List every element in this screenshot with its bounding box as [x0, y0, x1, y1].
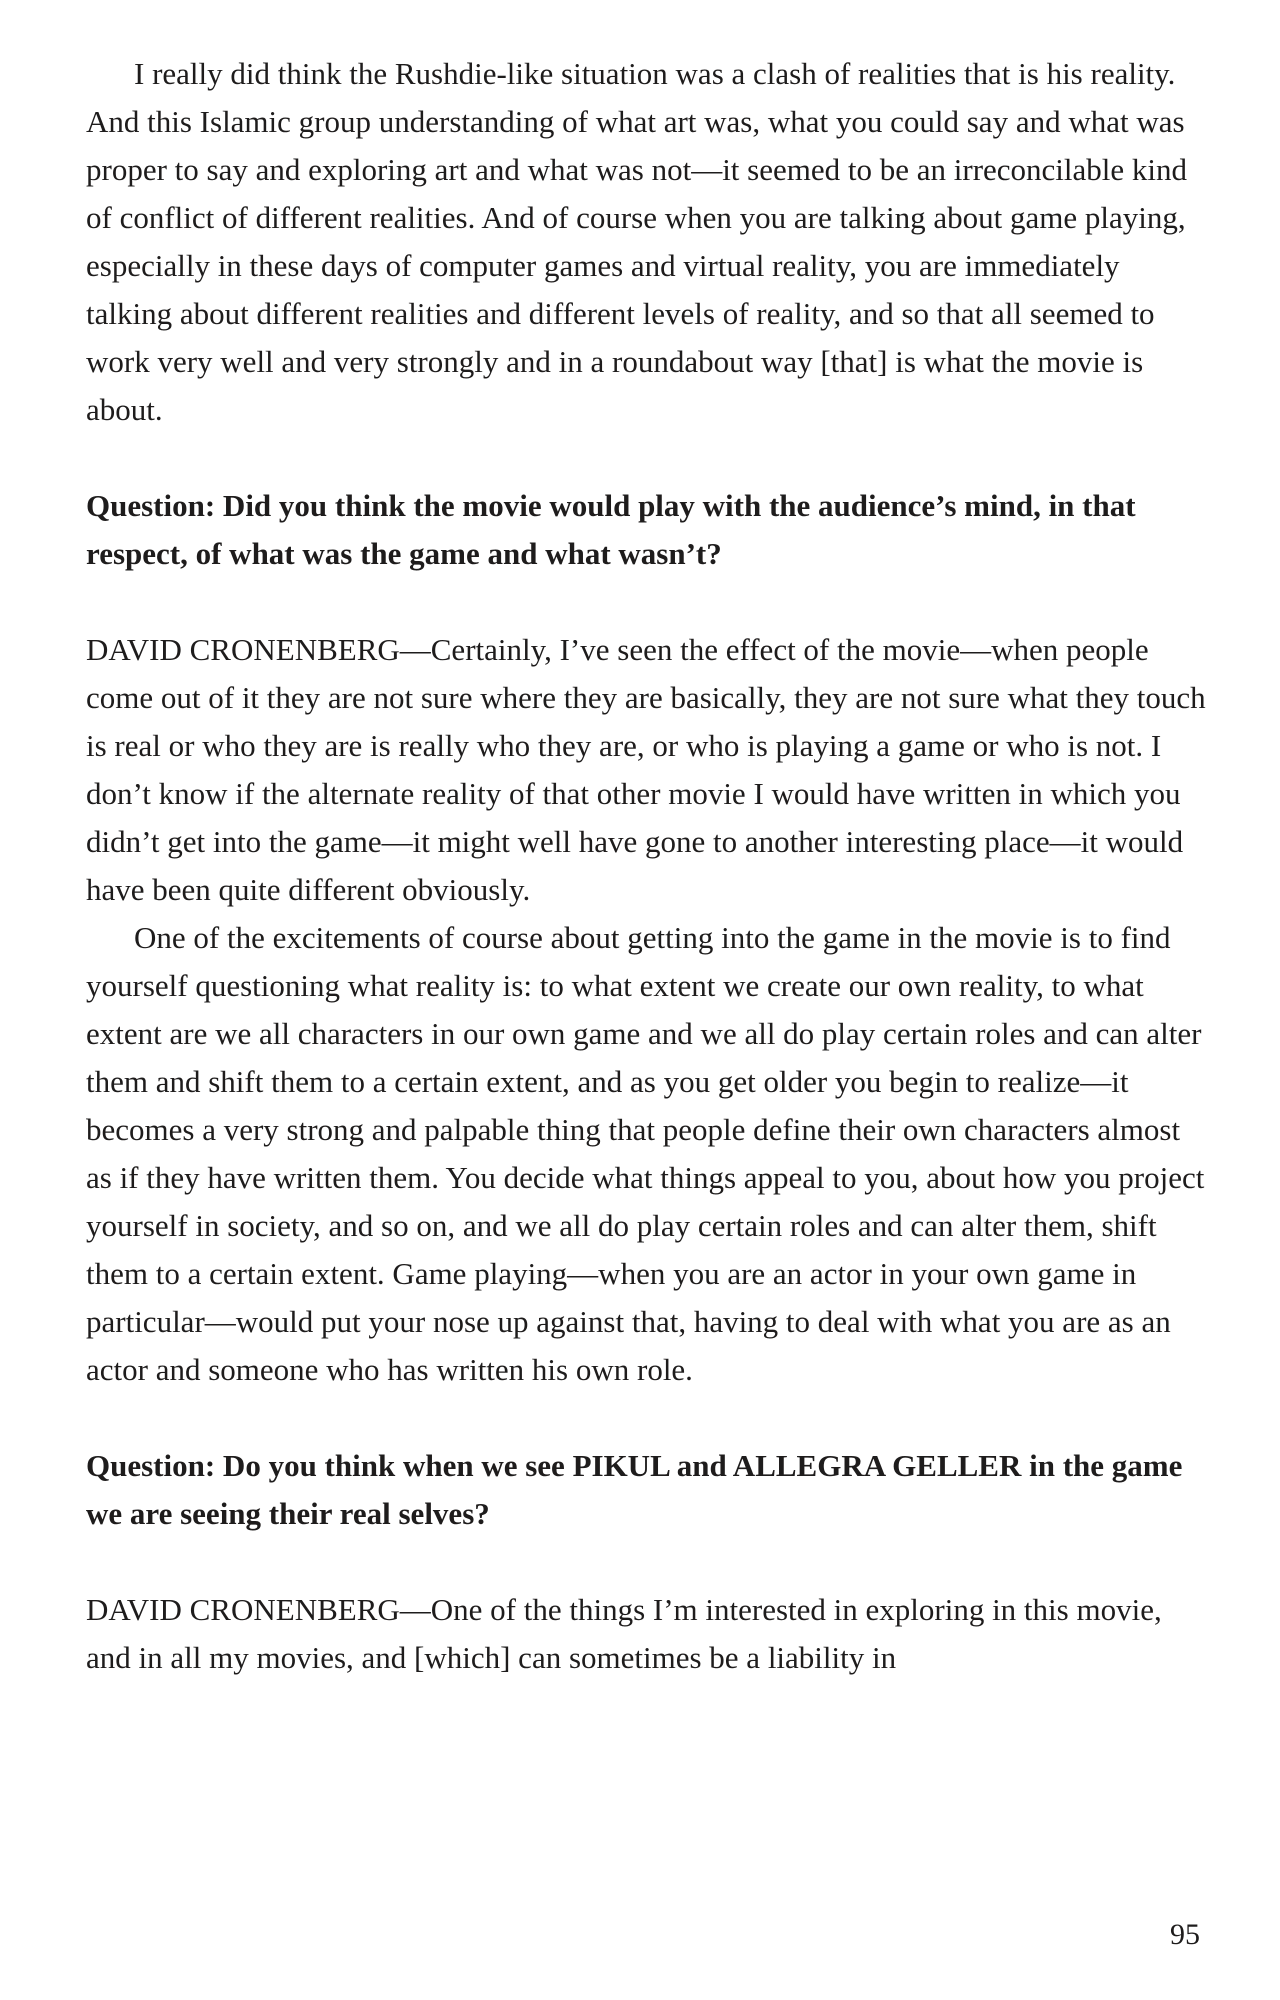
paragraph-rushdie-realities: I really did think the Rushdie-like situation was a clash of realities that is his reality. And this Islamic group understanding of what art was, what you could say and what was proper to say and exploring art and what was not—it seemed to be an irreconcilable kind of conflict of different realities. And of course when you are talking about game playing, especially in these days of computer games and virtual reality, you are immediately talking about different realities and different levels of reality, and so that all seemed to work very well and very strongly and in a roundabout way [that] is what the movie is about.: [86, 56, 1188, 427]
paragraph-excitements-of-game: One of the excitements of course about getting into the game in the movie is to find yourself questioning what reality is: to what extent we create our own reality, to what extent are we all characters in our own game and we all do play certain roles and can alter them and shift them to a certain extent, and as you get older you begin to realize—it becomes a very strong and palpable thing that people define their own characters almost as if they have written them. You decide what things appeal to you, about how you project yourself in society, and so on, and we all do play certain roles and can alter them, shift them to a certain extent. Game playing—when you are an actor in your own game in particular—would put your nose up against that, having to deal with what you are as an actor and someone who has written his own role.: [86, 920, 1205, 1387]
paragraph-gap: [86, 434, 1206, 482]
paragraph-gap: [86, 1538, 1206, 1586]
answer-effect-of-movie: DAVID CRONENBERG—Certainly, I’ve seen the effect of the movie—when people come out of it they are not sure where they are basically, they are not sure what they touch is real or who they are is really who they are, or who is playing a game or who is not. I don’t know if the alternate reality of that other movie I would have written in which you didn’t get into the game—it might well have gone to another interesting place—it would have been quite different obviously.: [86, 632, 1206, 907]
paragraph-gap: [86, 578, 1206, 626]
answer-exploring-in-movie: DAVID CRONENBERG—One of the things I’m interested in exploring in this movie, and in all my movies, and [which] can sometimes be a liability in: [86, 1592, 1162, 1675]
book-page: [86, 50, 1206, 1682]
question-real-selves: Question: Do you think when we see PIKUL and ALLEGRA GELLER in the game we are seeing their real selves?: [86, 1448, 1183, 1531]
question-audience-mind: Question: Did you think the movie would play with the audience’s mind, in that respect, of what was the game and what wasn’t?: [86, 488, 1136, 571]
paragraph-gap: [86, 1394, 1206, 1442]
page-number: 95: [1170, 1918, 1200, 1951]
